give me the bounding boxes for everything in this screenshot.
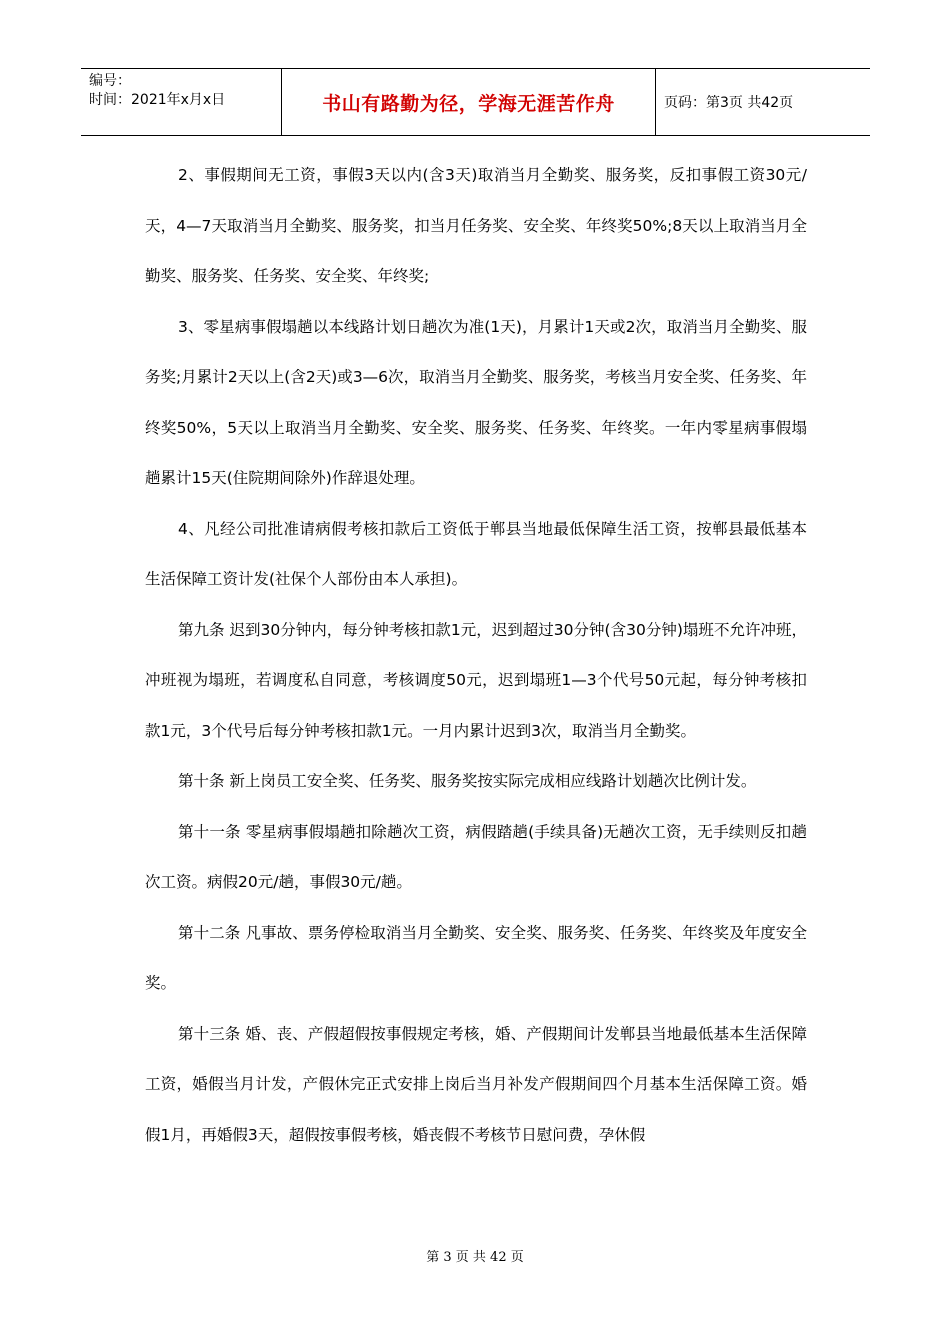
document-header — [81, 68, 870, 136]
paragraph-leave-4: 4、凡经公司批准请病假考核扣款后工资低于郸县当地最低保障生活工资，按郸县最低基本生活保障工资计发(社保个人部份由本人承担)。 — [145, 519, 807, 588]
document-number-label: 编号： — [89, 73, 131, 89]
paragraph-leave-3: 3、零星病事假塌趟以本线路计划日趟次为准(1天)，月累计1天或2次，取消当月全勤奖、服务奖;月累计2天以上(含2天)或3—6次，取消当月全勤奖、服务奖，考核当月安全奖、任务奖、年终奖50%，5天以上取消当月全勤奖、安全奖、服务奖、任务奖、年终奖。一年内零星病事假塌趟累计15天(住院期间除外)作辞退处理。 — [145, 317, 807, 487]
paragraph-article-11: 第十一条 零星病事假塌趟扣除趟次工资，病假踏趟(手续具备)无趟次工资，无手续则反扣趟次工资。病假20元/趟，事假30元/趟。 — [145, 822, 807, 891]
paragraph-article-10: 第十条 新上岗员工安全奖、任务奖、服务奖按实际完成相应线路计划趟次比例计发。 — [178, 772, 757, 790]
header-meta-cell — [81, 69, 281, 135]
paragraph-article-13: 第十三条 婚、丧、产假超假按事假规定考核，婚、产假期间计发郸县当地最低基本生活保障工资，婚假当月计发，产假休完正式安排上岗后当月补发产假期间四个月基本生活保障工资。婚假1月，再婚假3天，超假按事假考核，婚丧假不考核节日慰问费，孕休假 — [145, 1024, 807, 1144]
document-body — [145, 150, 807, 1160]
header-page-info: 页码：第3页 共42页 — [664, 95, 794, 111]
document-date: 时间：2021年x月x日 — [89, 92, 226, 108]
paragraph-article-12: 第十二条 凡事故、票务停检取消当月全勤奖、安全奖、服务奖、任务奖、年终奖及年度安全奖。 — [145, 923, 807, 992]
paragraph-article-9: 第九条 迟到30分钟内，每分钟考核扣款1元，迟到超过30分钟(含30分钟)塌班不允许冲班，冲班视为塌班，若调度私自同意，考核调度50元，迟到塌班1—3个代号50元起，每分钟考核扣款1元，3个代号后每分钟考核扣款1元。一月内累计迟到3次，取消当月全勤奖。 — [145, 620, 807, 740]
page-footer: 第 3 页 共 42 页 — [426, 1250, 524, 1265]
header-slogan: 书山有路勤为径，学海无涯苦作舟 — [281, 69, 656, 135]
paragraph-leave-2: 2、事假期间无工资，事假3天以内(含3天)取消当月全勤奖、服务奖，反扣事假工资30元/天，4—7天取消当月全勤奖、服务奖，扣当月任务奖、安全奖、年终奖50%;8天以上取消当月全勤奖、服务奖、任务奖、安全奖、年终奖; — [145, 166, 807, 285]
